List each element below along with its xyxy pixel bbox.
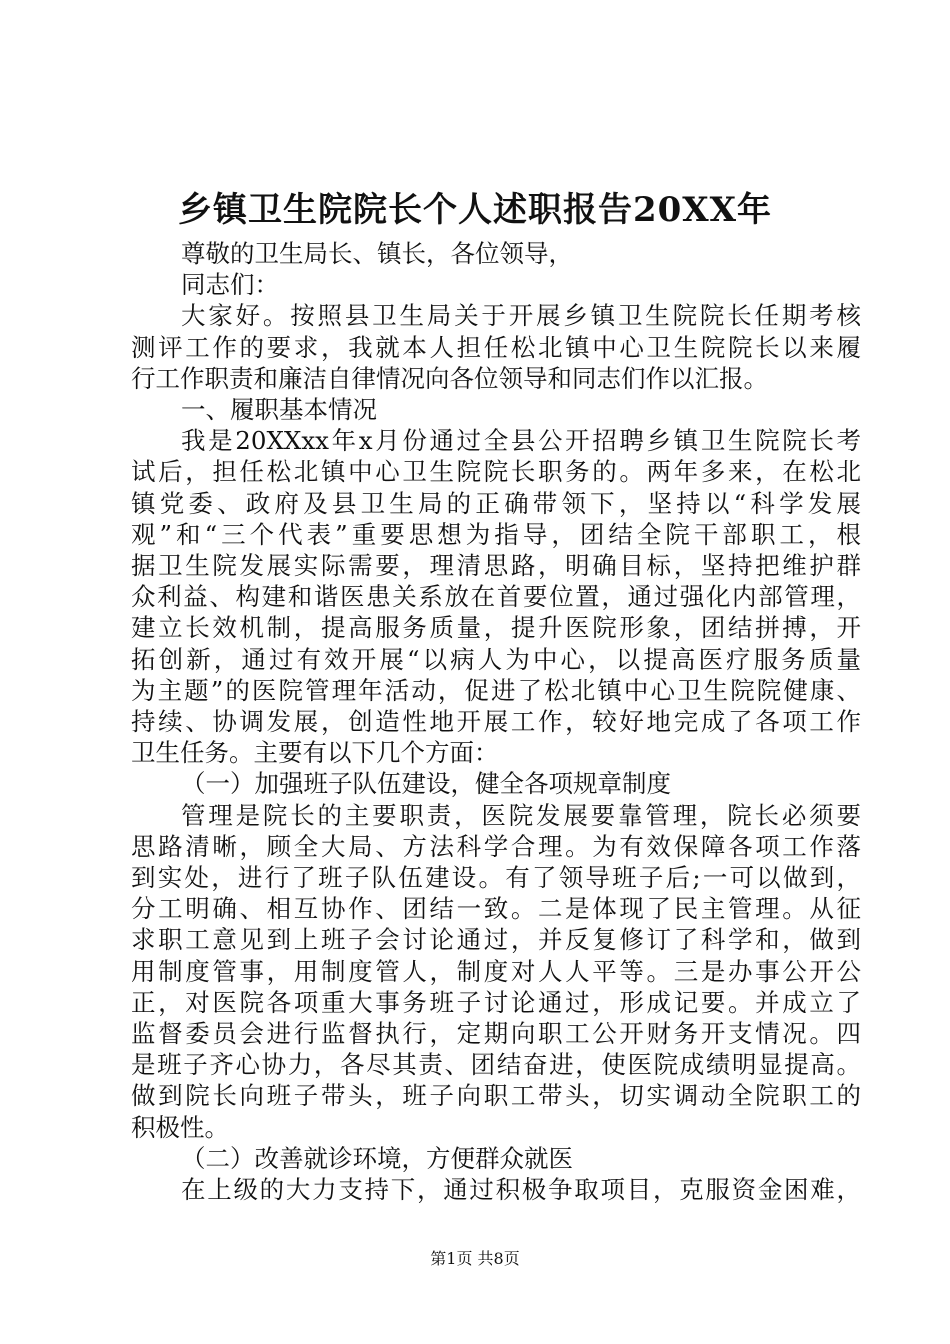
paragraph-line: 试后，担任松北镇中心卫生院院长职务的。两年多来，在松北: [131, 457, 861, 487]
paragraph-line: 测评工作的要求，我就本人担任松北镇中心卫生院院长以来履: [131, 332, 861, 362]
document-title: 乡镇卫生院院长个人述职报告20XX年: [177, 190, 773, 230]
paragraph-line: 在上级的大力支持下，通过积极争取项目，克服资金困难，: [181, 1175, 861, 1205]
paragraph-line: 正，对医院各项重大事务班子讨论通过，形成记要。并成立了: [131, 987, 861, 1017]
paragraph-line: 积极性。: [131, 1112, 229, 1142]
paragraph-line: 建立长效机制，提高服务质量，提升医院形象，团结拼搏，开: [131, 613, 861, 643]
document-body: [131, 238, 861, 1205]
paragraph-line: 拓创新，通过有效开展“以病人为中心，以提高医疗服务质量: [131, 644, 861, 674]
paragraph-line: 据卫生院发展实际需要，理清思路，明确目标，坚持把维护群: [131, 551, 861, 581]
paragraph-line: 监督委员会进行监督执行，定期向职工公开财务开支情况。四: [131, 1019, 861, 1049]
subsection-heading: （二）改善就诊环境，方便群众就医: [181, 1143, 573, 1173]
paragraph-line: 我是20XXxx年x月份通过全县公开招聘乡镇卫生院院长考: [181, 426, 861, 456]
paragraph-line: 持续、协调发展，创造性地开展工作，较好地完成了各项工作: [131, 707, 861, 737]
paragraph-line: 行工作职责和廉洁自律情况向各位领导和同志们作以汇报。: [131, 363, 768, 393]
paragraph-line: 众利益、构建和谐医患关系放在首要位置，通过强化内部管理，: [131, 582, 861, 612]
paragraph-line: 观”和“三个代表”重要思想为指导，团结全院干部职工，根: [131, 519, 861, 549]
paragraph-line: 求职工意见到上班子会讨论通过，并反复修订了科学和，做到: [131, 925, 861, 955]
paragraph-line: 镇党委、政府及县卫生局的正确带领下，坚持以“科学发展: [131, 488, 861, 518]
subsection-heading: （一）加强班子队伍建设，健全各项规章制度: [181, 769, 671, 799]
paragraph-line: 到实处，进行了班子队伍建设。有了领导班子后;一可以做到，: [131, 863, 861, 893]
paragraph-line: 思路清晰，顾全大局、方法科学合理。为有效保障各项工作落: [131, 831, 861, 861]
paragraph-line: 做到院长向班子带头，班子向职工带头，切实调动全院职工的: [131, 1081, 861, 1111]
paragraph-line: 分工明确、相互协作、团结一致。二是体现了民主管理。从征: [131, 894, 861, 924]
page-footer: 第1页 共8页: [430, 1249, 520, 1268]
paragraph-line: 为主题”的医院管理年活动，促进了松北镇中心卫生院院健康、: [131, 675, 861, 705]
section-heading: 一、履职基本情况: [181, 395, 377, 425]
paragraph-line: 管理是院长的主要职责，医院发展要靠管理，院长必须要: [181, 800, 861, 830]
paragraph-line: 是班子齐心协力，各尽其责、团结奋进，使医院成绩明显提高。: [131, 1050, 861, 1080]
salutation-line: 尊敬的卫生局长、镇长，各位领导，: [181, 239, 573, 268]
salutation-line: 同志们：: [181, 270, 279, 300]
paragraph-line: 用制度管事，用制度管人，制度对人人平等。三是办事公开公: [131, 956, 861, 986]
paragraph-line: 大家好。按照县卫生局关于开展乡镇卫生院院长任期考核: [181, 301, 861, 331]
paragraph-line: 卫生任务。主要有以下几个方面：: [131, 738, 499, 768]
